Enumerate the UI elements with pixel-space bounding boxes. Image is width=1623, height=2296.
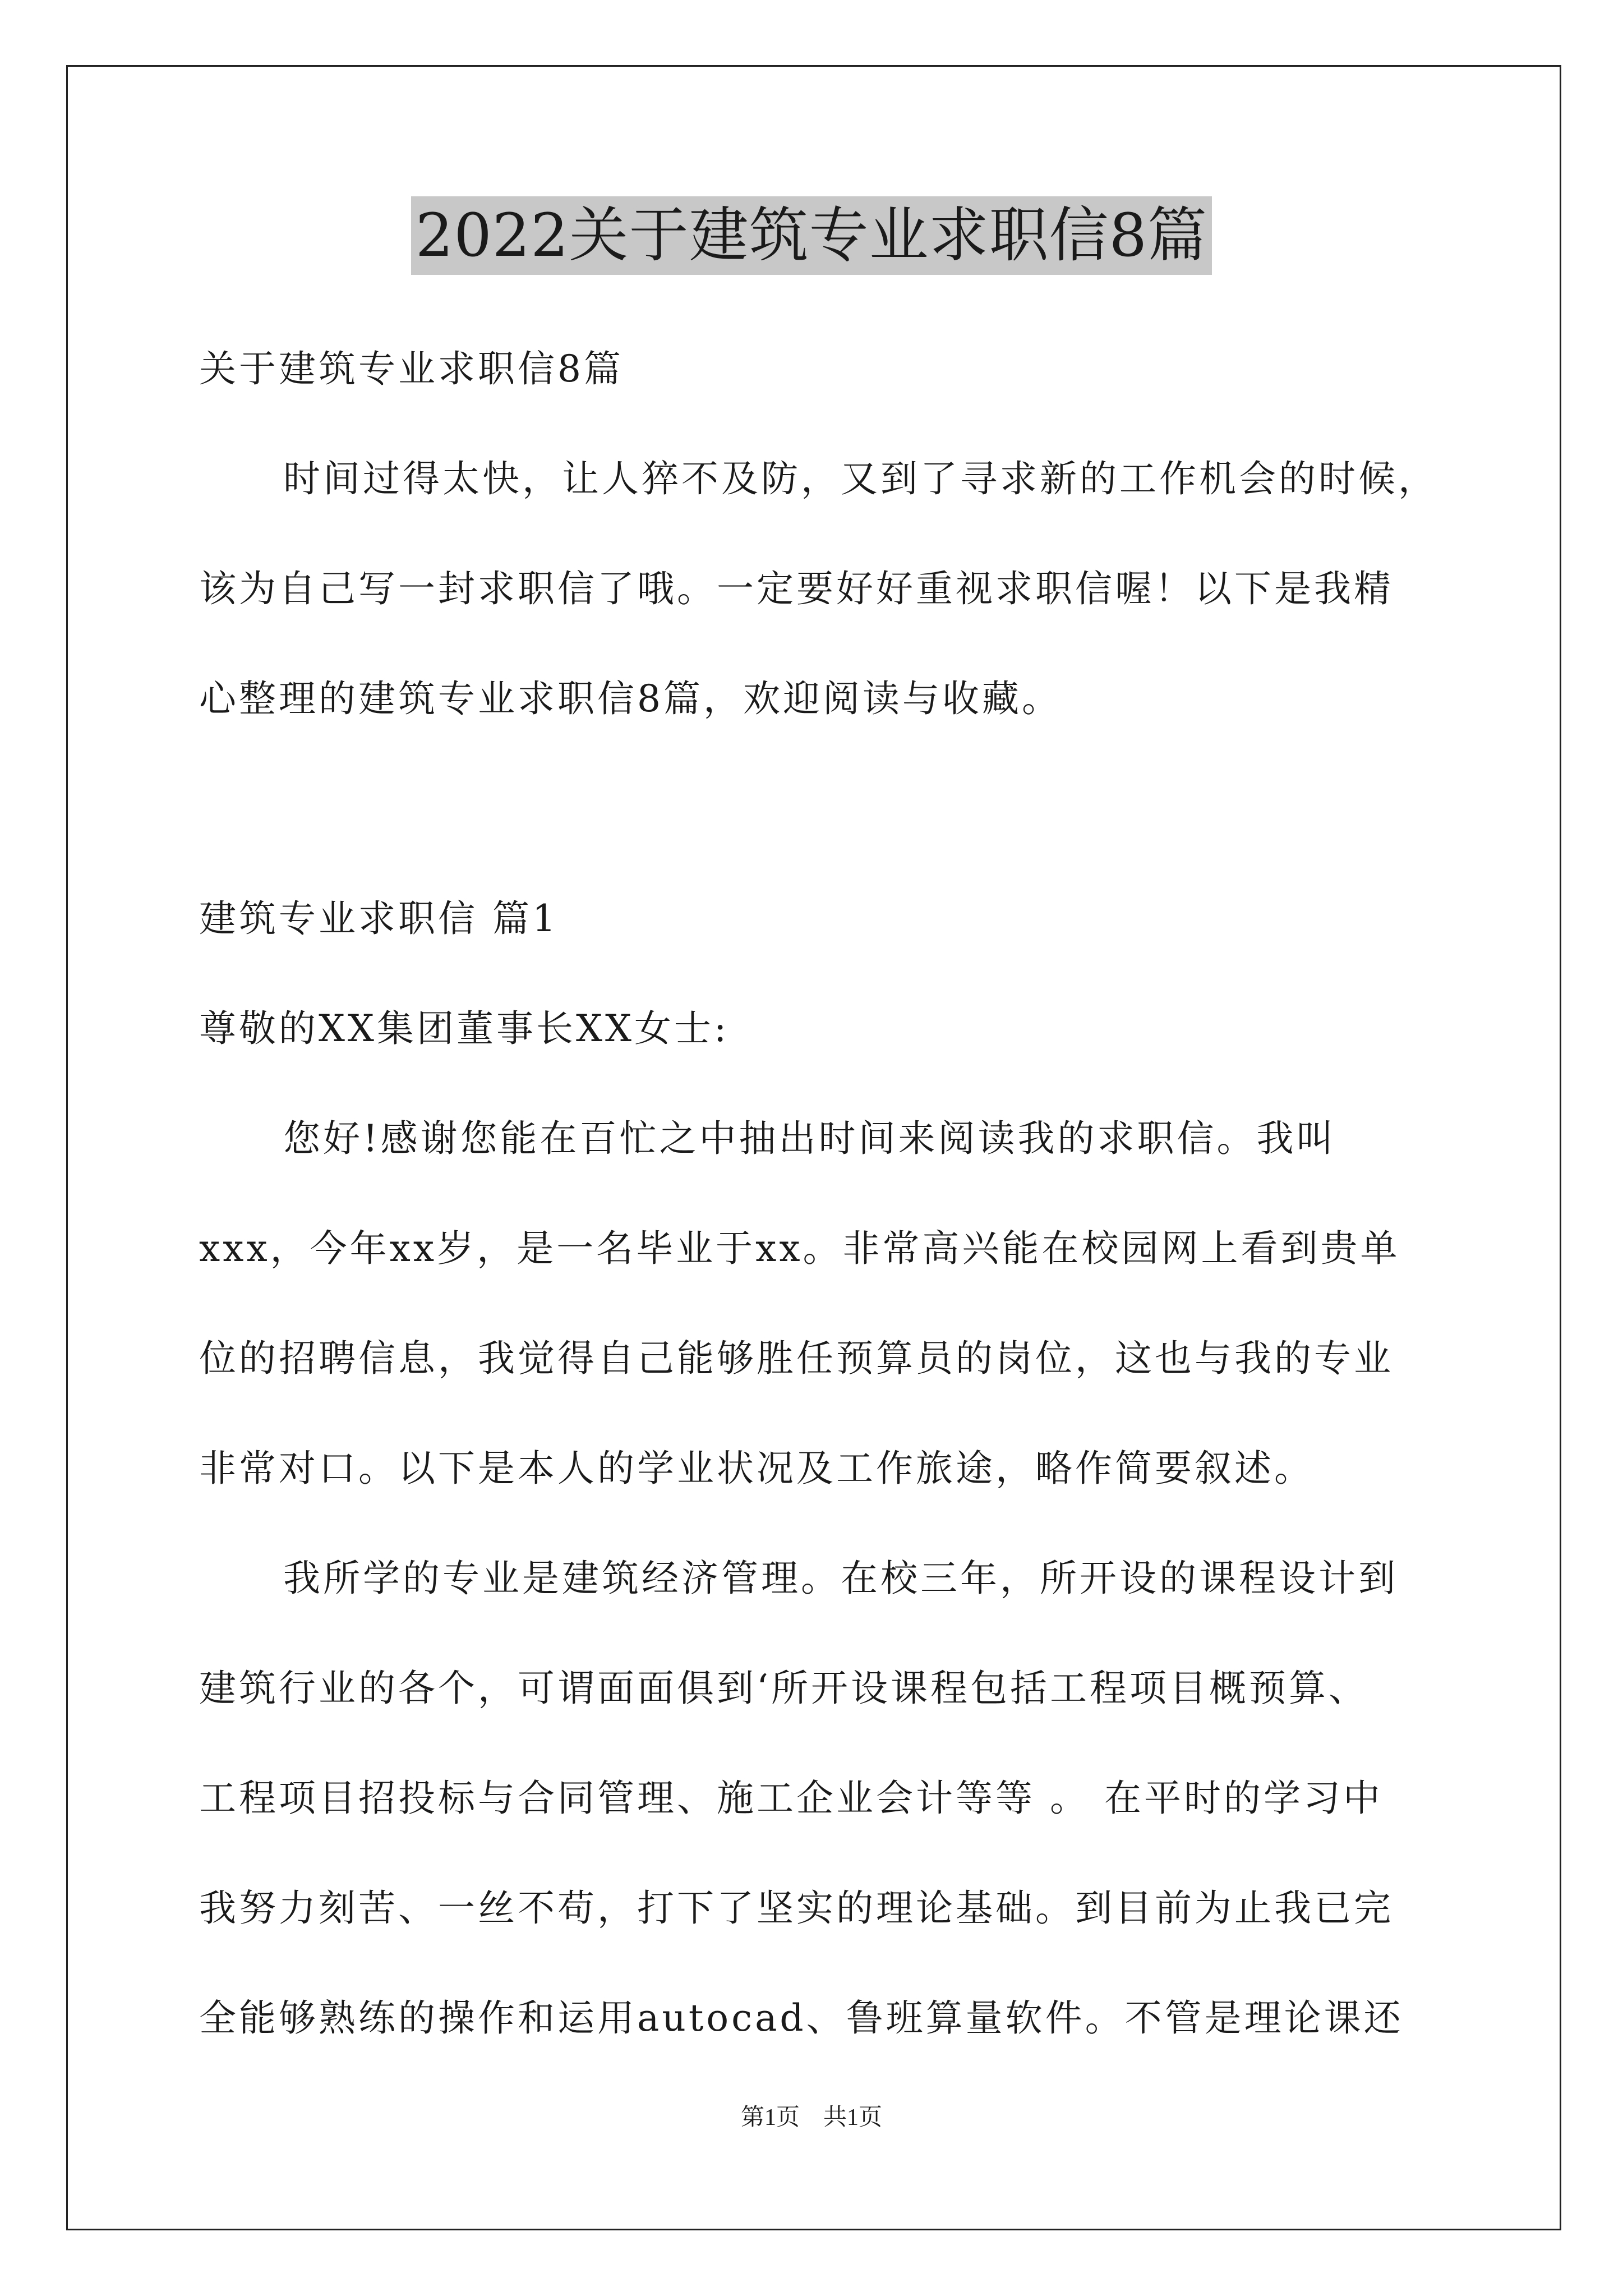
subtitle-text: 关于建筑专业求职信8篇 — [199, 347, 624, 390]
document-title: 2022关于建筑专业求职信8篇 — [411, 196, 1212, 275]
body-line: xxx，今年xx岁，是一名毕业于xx。非常高兴能在校园网上看到贵单 — [199, 1227, 1400, 1270]
intro-line: 该为自己写一封求职信了哦。一定要好好重视求职信喔！以下是我精 — [199, 567, 1394, 610]
body-paragraph-1 — [199, 1084, 1433, 1524]
salutation — [199, 974, 1433, 1084]
body-line: 工程项目招投标与合同管理、施工企业会计等等 。 在平时的学习中 — [199, 1777, 1383, 1820]
body-line: 我所学的专业是建筑经济管理。在校三年，所开设的课程设计到 — [283, 1557, 1398, 1600]
section-heading — [199, 864, 1433, 974]
body-line: 您好!感谢您能在百忙之中抽出时间来阅读我的求职信。我叫 — [283, 1117, 1336, 1160]
page-number: 第1页 共1页 — [740, 2105, 882, 2131]
document-body — [199, 314, 1438, 2073]
section-heading-text: 建筑专业求职信 篇1 — [199, 897, 559, 940]
body-paragraph-2 — [199, 1524, 1433, 2073]
title-wrap — [0, 196, 1623, 275]
subtitle — [199, 314, 1433, 424]
intro-line: 心整理的建筑专业求职信8篇，欢迎阅读与收藏。 — [199, 677, 1062, 720]
body-line: 我努力刻苦、一丝不苟，打下了坚实的理论基础。到目前为止我已完 — [199, 1887, 1394, 1930]
body-line: 建筑行业的各个，可谓面面俱到‘所开设课程包括工程项目概预算、 — [199, 1667, 1368, 1710]
intro-paragraph — [199, 424, 1438, 754]
page-footer — [0, 2101, 1623, 2134]
blank-line — [199, 754, 1433, 864]
body-line: 全能够熟练的操作和运用autocad、鲁班算量软件。不管是理论课还 — [199, 1996, 1404, 2040]
intro-line: 时间过得太快，让人猝不及防，又到了寻求新的工作机会的时候， — [283, 457, 1438, 500]
body-line: 位的招聘信息，我觉得自己能够胜任预算员的岗位，这也与我的专业 — [199, 1337, 1394, 1380]
salutation-text: 尊敬的XX集团董事长XX女士: — [199, 1007, 730, 1050]
body-line: 非常对口。以下是本人的学业状况及工作旅途，略作简要叙述。 — [199, 1447, 1314, 1490]
